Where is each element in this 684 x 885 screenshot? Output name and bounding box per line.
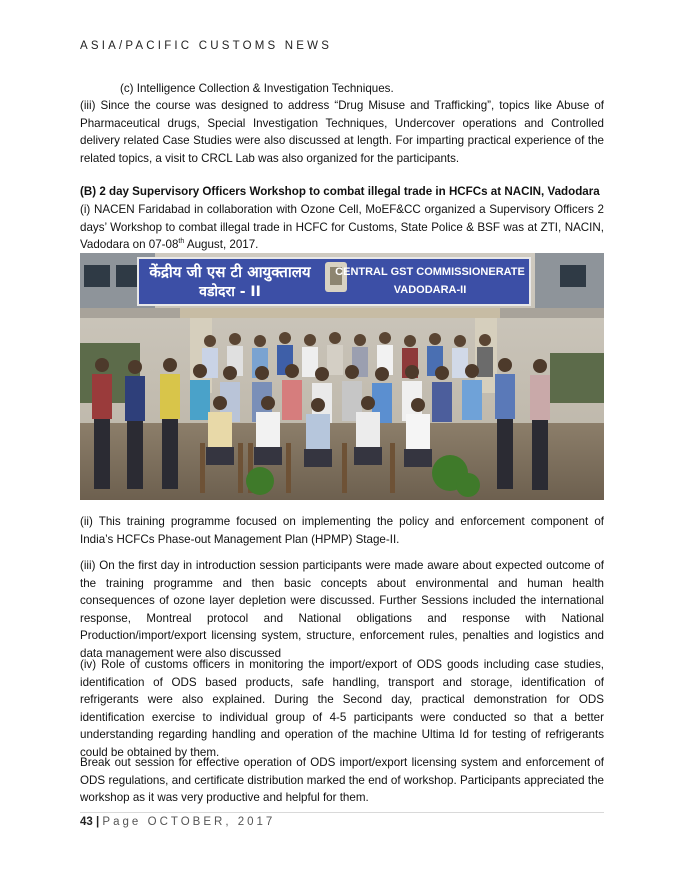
group-photo [80, 253, 604, 500]
footer-separator: | [92, 816, 103, 828]
running-header: ASIA/PACIFIC CUSTOMS NEWS [80, 40, 333, 52]
page-number: 43 [80, 816, 93, 828]
paragraph-role-of-customs: (iv) Role of customs officers in monitoring the import/export of ODS goods including case studies, identification of ODS based products, safe handling, transport and storage, identification of refrigerants were also explained. During the Second day, practical demonstration for ODS identification exercise to individual group of 4-5 participants were conducted so that a better understanding regarding handling and operation of the machine Ultima Id for testing of refrigerants could be obtained by them. [80, 658, 604, 759]
sign-hindi-line2: वडोदरा - II [199, 284, 261, 300]
page-label: Page [102, 816, 142, 828]
paragraph-first-day: (iii) On the first day in introduction session participants were made aware about expected outcome of the training programme and then basic concepts about environmental and human health consequences of ozone layer depletion were discussed. Further Sessions included the international response, Montreal protocol and National obligations and response with National Production/import/export licensing system, structure, enforcement rules, penalties and logistics and data management were also discussed [80, 559, 604, 660]
paragraph-hpmp: (ii) This training programme focused on implementing the policy and enforcement component of India’s HCFCs Phase-out Management Plan (HPMP) Stage-II. [80, 515, 604, 546]
sign-english-line1: CENTRAL GST COMMISSIONERATE [335, 266, 525, 278]
paragraph-workshop-intro: (i) NACEN Faridabad in collaboration with Ozone Cell, MoEF&CC organized a Supervisory Officers 2 days’ Workshop to combat illegal trade in HCFC for Customs, State Police & BSF was at ZTI, NACIN, Vadodara on 07-08th August, 2017. [80, 203, 604, 252]
paragraph-breakout: Break out session for effective operation of ODS import/export licensing system and enforcement of ODS regulations, and certificate distribution marked the end of workshop. Participants appreciated the workshop as it was very productive and helpful for them. [80, 756, 604, 805]
footer-divider [80, 812, 604, 813]
group-photo-illustration [80, 253, 604, 500]
page-footer [80, 816, 275, 828]
paragraph-drug-course: (iii) Since the course was designed to address “Drug Misuse and Trafficking”, topics like Abuse of Pharmaceutical drugs, Special Investigation Techniques, Undercover operations and Controlled delivery related Case Studies were also discussed at length. For imparting practical experience of the related topics, a visit to CRCL Lab was also organized for the participants. [80, 99, 604, 165]
sign-english-line2: VADODARA-II [393, 284, 467, 296]
sign-hindi-line1: केंद्रीय जी एस टी आयुक्तालय [149, 263, 311, 281]
list-item-c: (c) Intelligence Collection & Investigation Techniques. [120, 82, 394, 95]
section-heading: (B) 2 day Supervisory Officers Workshop to combat illegal trade in HCFCs at NACIN, Vadodara [80, 185, 600, 198]
issue-date: OCTOBER, 2017 [147, 816, 276, 828]
